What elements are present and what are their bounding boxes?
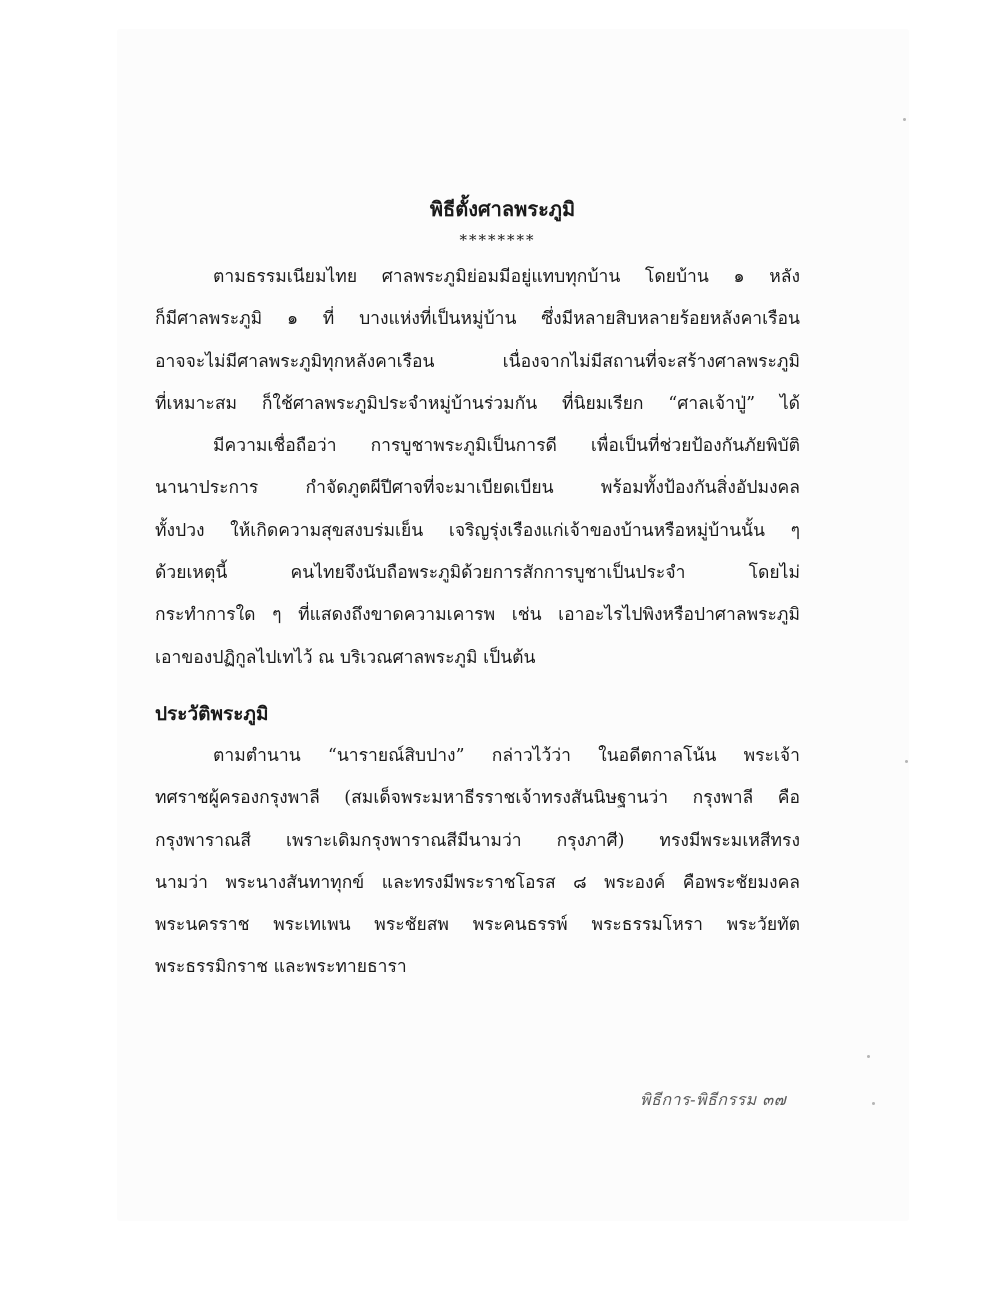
text-line: อาจจะไม่มีศาลพระภูมิทุกหลังคาเรือน เนื่องจากไม่มีสถานที่จะสร้างศาลพระภูมิ: [155, 351, 800, 372]
text-line: ที่เหมาะสม ก็ใช้ศาลพระภูมิประจำหมู่บ้านร่วมกัน ที่นิยมเรียก “ศาลเจ้าปู่” ได้: [155, 393, 800, 414]
document-body: [155, 190, 800, 989]
text-line: กรุงพาราณสี เพราะเดิมกรุงพาราณสีมีนามว่า กรุงภาศี) ทรงมีพระมเหสีทรง: [155, 830, 800, 851]
document-title: พิธีตั้งศาลพระภูมิ: [429, 197, 576, 221]
scan-speck: [867, 1055, 870, 1058]
scan-speck: [872, 1102, 875, 1105]
title-divider: ********: [459, 231, 536, 249]
paragraph-shrine-belief: [155, 425, 800, 679]
page-footer: พิธีการ-พิธีกรรม ๓๗: [640, 1090, 787, 1109]
scan-speck: [903, 118, 906, 121]
text-line: ทั้งปวง ให้เกิดความสุขสงบร่มเย็น เจริญรุ่งเรืองแก่เจ้าของบ้านหรือหมู่บ้านนั้น ๆ: [155, 520, 800, 541]
text-line: ก็มีศาลพระภูมิ ๑ ที่ บางแห่งที่เป็นหมู่บ้าน ซึ่งมีหลายสิบหลายร้อยหลังคาเรือน: [155, 309, 800, 330]
text-line: นานาประการ กำจัดภูตผีปีศาจที่จะมาเบียดเบียน พร้อมทั้งป้องกันสิ่งอัปมงคล: [155, 478, 800, 499]
text-line: มีความเชื่อถือว่า การบูชาพระภูมิเป็นการดี เพื่อเป็นที่ช่วยป้องกันภัยพิบัติ: [213, 436, 800, 457]
paragraph-shrine-tradition: [155, 256, 800, 425]
paragraph-phra-phum-history: [155, 735, 800, 989]
text-line: นามว่า พระนางสันทาทุกข์ และทรงมีพระราชโอรส ๘ พระองค์ คือพระชัยมงคล: [155, 872, 800, 893]
text-line: ทศราชผู้ครองกรุงพาลี (สมเด็จพระมหาธีรราชเจ้าทรงสันนิษฐานว่า กรุงพาลี คือ: [155, 788, 800, 809]
text-line: เอาของปฏิกูลไปเทไว้ ณ บริเวณศาลพระภูมิ เป็นต้น: [155, 647, 536, 668]
text-line: พระนครราช พระเทเพน พระชัยสพ พระคนธรรพ์ พระธรรมโหรา พระวัยทัต: [155, 915, 800, 936]
text-line: ตามธรรมเนียมไทย ศาลพระภูมิย่อมมีอยู่แทบทุกบ้าน โดยบ้าน ๑ หลัง: [213, 267, 800, 287]
text-line: ตามตำนาน “นารายณ์สิบปาง” กล่าวไว้ว่า ในอดีตกาลโน้น พระเจ้า: [213, 745, 800, 766]
section-heading: ประวัติพระภูมิ: [155, 702, 269, 725]
text-line: พระธรรมิกราช และพระทายธารา: [155, 957, 407, 978]
text-line: ด้วยเหตุนี้ คนไทยจึงนับถือพระภูมิด้วยการสักการบูชาเป็นประจำ โดยไม่: [155, 563, 800, 584]
scan-speck: [905, 760, 908, 763]
text-line: กระทำการใด ๆ ที่แสดงถึงขาดความเคารพ เช่น เอาอะไรไปพิงหรือปาศาลพระภูมิ: [155, 605, 800, 626]
